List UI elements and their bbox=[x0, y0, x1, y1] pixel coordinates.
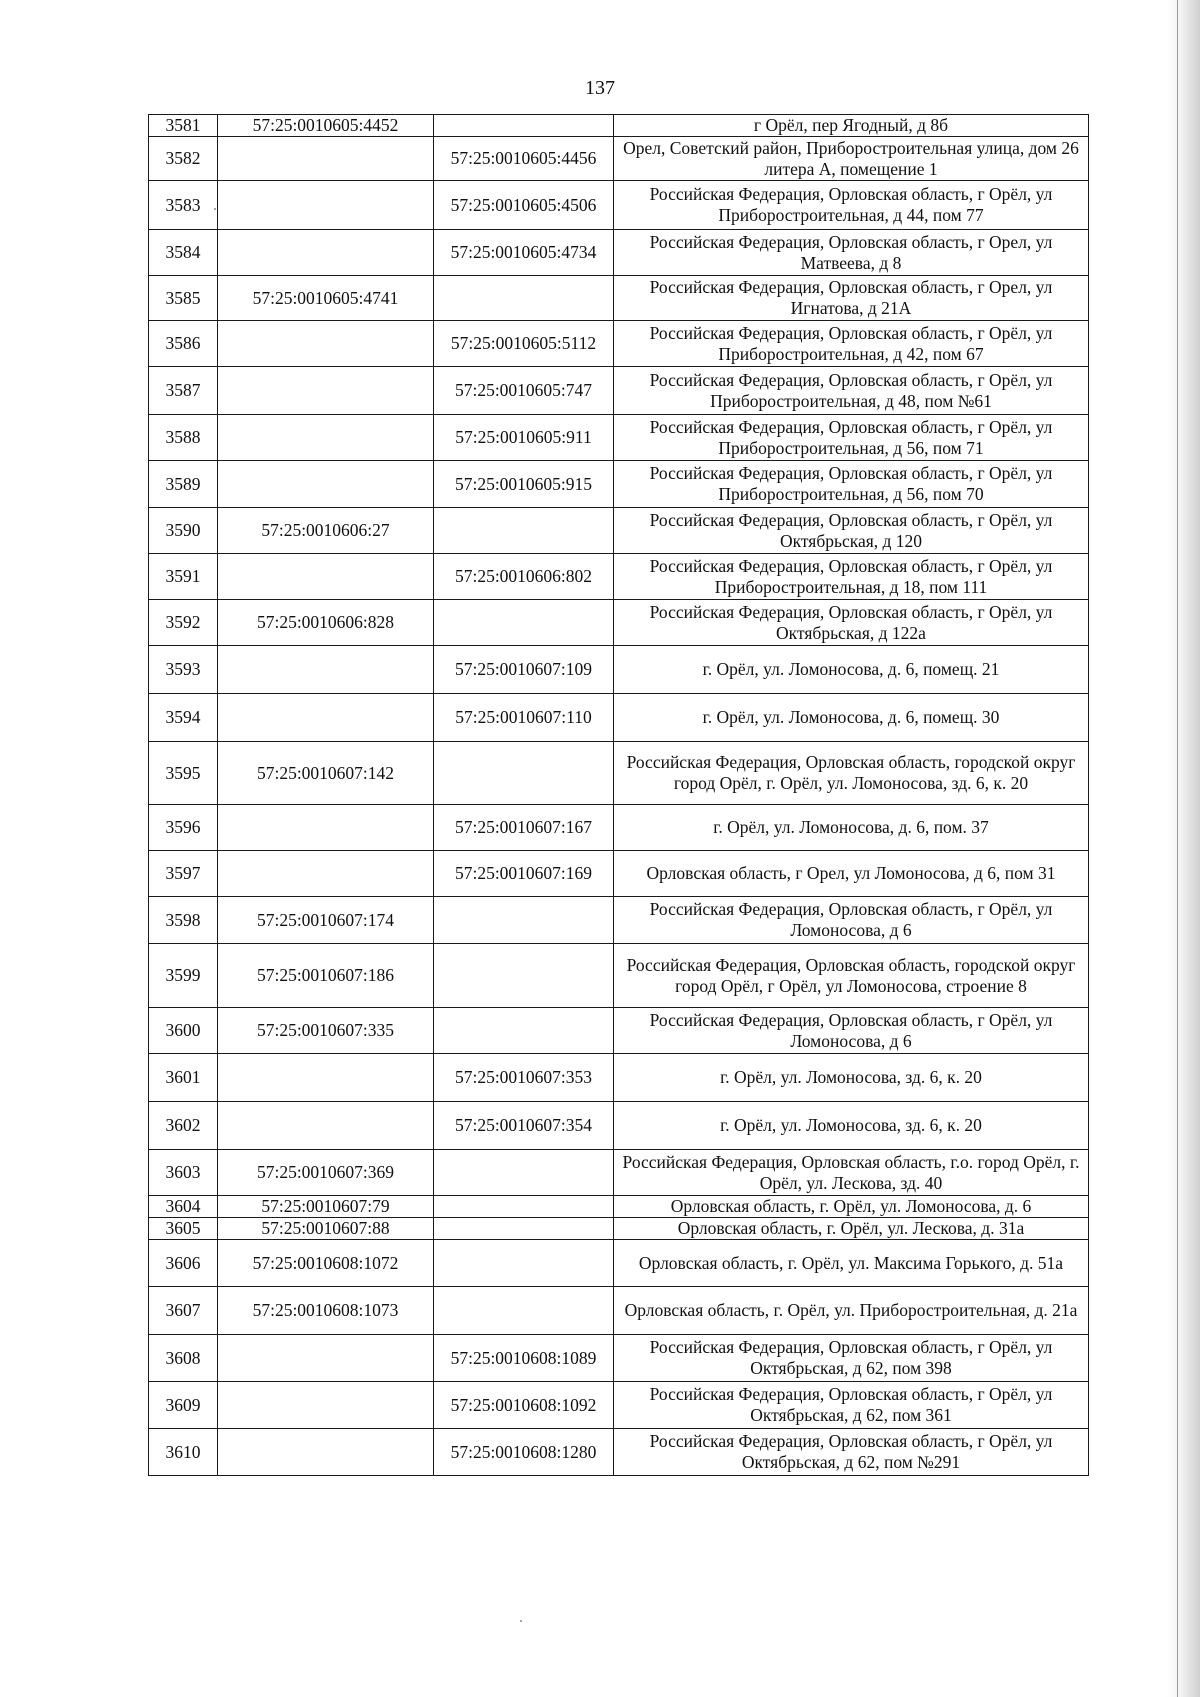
row-number-cell: 3582 bbox=[149, 137, 218, 181]
address-cell: г. Орёл, ул. Ломоносова, зд. 6, к. 20 bbox=[614, 1102, 1089, 1150]
cadastral-number-cell: 57:25:0010607:174 bbox=[218, 897, 434, 944]
room-cadastral-number-cell bbox=[434, 897, 614, 944]
cadastral-number-cell: 57:25:0010607:142 bbox=[218, 742, 434, 805]
cadastral-number-cell bbox=[218, 137, 434, 181]
room-cadastral-number-cell: 57:25:0010605:4506 bbox=[434, 181, 614, 230]
table-row bbox=[149, 137, 1089, 181]
table-row bbox=[149, 1429, 1089, 1476]
cadastral-number-cell: 57:25:0010607:369 bbox=[218, 1150, 434, 1196]
table-row bbox=[149, 1240, 1089, 1287]
room-cadastral-number-cell: 57:25:0010607:353 bbox=[434, 1054, 614, 1102]
table-row bbox=[149, 805, 1089, 851]
cadastral-number-cell bbox=[218, 1382, 434, 1429]
page-number: 137 bbox=[585, 77, 615, 99]
cadastral-number-cell bbox=[218, 1102, 434, 1150]
row-number-cell: 3588 bbox=[149, 415, 218, 461]
row-number-cell: 3609 bbox=[149, 1382, 218, 1429]
table-row bbox=[149, 115, 1089, 137]
table-row bbox=[149, 694, 1089, 742]
scan-speck bbox=[520, 1620, 522, 1622]
row-number-cell: 3584 bbox=[149, 230, 218, 276]
table-row bbox=[149, 1102, 1089, 1150]
cadastral-number-cell: 57:25:0010605:4741 bbox=[218, 276, 434, 321]
table-row bbox=[149, 897, 1089, 944]
row-number-cell: 3596 bbox=[149, 805, 218, 851]
cadastral-number-cell bbox=[218, 461, 434, 508]
table-row bbox=[149, 1008, 1089, 1054]
room-cadastral-number-cell: 57:25:0010606:802 bbox=[434, 554, 614, 600]
cadastral-number-cell bbox=[218, 1429, 434, 1476]
cadastral-number-cell bbox=[218, 367, 434, 415]
address-cell: Российская Федерация, Орловская область, городской округ город Орёл, г. Орёл, ул. Ломоносова, зд. 6, к. 20 bbox=[614, 742, 1089, 805]
scan-edge-shadow bbox=[1166, 0, 1200, 1697]
table-row bbox=[149, 321, 1089, 367]
row-number-cell: 3604 bbox=[149, 1196, 218, 1218]
address-cell: Орловская область, г. Орёл, ул. Максима Горького, д. 51а bbox=[614, 1240, 1089, 1287]
address-cell: Российская Федерация, Орловская область, г Орёл, ул Октябрьская, д 62, пом №291 bbox=[614, 1429, 1089, 1476]
table-row bbox=[149, 554, 1089, 600]
table-row bbox=[149, 1218, 1089, 1240]
row-number-cell: 3610 bbox=[149, 1429, 218, 1476]
address-cell: г. Орёл, ул. Ломоносова, зд. 6, к. 20 bbox=[614, 1054, 1089, 1102]
table-row bbox=[149, 367, 1089, 415]
address-cell: Орловская область, г. Орёл, ул. Ломоносова, д. 6 bbox=[614, 1196, 1089, 1218]
address-cell: Российская Федерация, Орловская область, г Орёл, ул Ломоносова, д 6 bbox=[614, 1008, 1089, 1054]
room-cadastral-number-cell bbox=[434, 1218, 614, 1240]
cadastral-number-cell bbox=[218, 1335, 434, 1382]
address-cell: Российская Федерация, Орловская область, г Орёл, ул Приборостроительная, д 44, пом 77 bbox=[614, 181, 1089, 230]
table-row bbox=[149, 600, 1089, 646]
cadastral-number-cell: 57:25:0010607:186 bbox=[218, 944, 434, 1008]
row-number-cell: 3589 bbox=[149, 461, 218, 508]
room-cadastral-number-cell: 57:25:0010608:1092 bbox=[434, 1382, 614, 1429]
row-number-cell: 3606 bbox=[149, 1240, 218, 1287]
cadastral-number-cell bbox=[218, 321, 434, 367]
row-number-cell: 3591 bbox=[149, 554, 218, 600]
row-number-cell: 3603 bbox=[149, 1150, 218, 1196]
address-cell: Орловская область, г. Орёл, ул. Лескова, д. 31а bbox=[614, 1218, 1089, 1240]
address-cell: г. Орёл, ул. Ломоносова, д. 6, пом. 37 bbox=[614, 805, 1089, 851]
room-cadastral-number-cell: 57:25:0010605:911 bbox=[434, 415, 614, 461]
table-row bbox=[149, 742, 1089, 805]
cadastral-number-cell: 57:25:0010607:88 bbox=[218, 1218, 434, 1240]
cadastral-number-cell: 57:25:0010607:335 bbox=[218, 1008, 434, 1054]
row-number-cell: 3600 bbox=[149, 1008, 218, 1054]
address-cell: г. Орёл, ул. Ломоносова, д. 6, помещ. 30 bbox=[614, 694, 1089, 742]
row-number-cell: 3593 bbox=[149, 646, 218, 694]
table-row bbox=[149, 1335, 1089, 1382]
cadastral-number-cell: 57:25:0010605:4452 bbox=[218, 115, 434, 137]
room-cadastral-number-cell bbox=[434, 742, 614, 805]
row-number-cell: 3608 bbox=[149, 1335, 218, 1382]
address-cell: Российская Федерация, Орловская область, г Орёл, ул Приборостроительная, д 56, пом 71 bbox=[614, 415, 1089, 461]
cadastral-number-cell bbox=[218, 694, 434, 742]
table-row bbox=[149, 944, 1089, 1008]
room-cadastral-number-cell: 57:25:0010605:5112 bbox=[434, 321, 614, 367]
address-cell: Орловская область, г. Орёл, ул. Приборостроительная, д. 21а bbox=[614, 1287, 1089, 1335]
row-number-cell: 3586 bbox=[149, 321, 218, 367]
room-cadastral-number-cell bbox=[434, 508, 614, 554]
address-cell: Российская Федерация, Орловская область, г Орёл, ул Приборостроительная, д 48, пом №61 bbox=[614, 367, 1089, 415]
table-row bbox=[149, 1287, 1089, 1335]
row-number-cell: 3602 bbox=[149, 1102, 218, 1150]
table-row bbox=[149, 1150, 1089, 1196]
address-cell: Орел, Советский район, Приборостроительная улица, дом 26 литера А, помещение 1 bbox=[614, 137, 1089, 181]
room-cadastral-number-cell bbox=[434, 1150, 614, 1196]
room-cadastral-number-cell: 57:25:0010607:169 bbox=[434, 851, 614, 897]
table-row bbox=[149, 1382, 1089, 1429]
row-number-cell: 3585 bbox=[149, 276, 218, 321]
cadastral-number-cell bbox=[218, 805, 434, 851]
row-number-cell: 3605 bbox=[149, 1218, 218, 1240]
row-number-cell: 3594 bbox=[149, 694, 218, 742]
address-cell: Российская Федерация, Орловская область, г Орел, ул Матвеева, д 8 bbox=[614, 230, 1089, 276]
table-row bbox=[149, 851, 1089, 897]
row-number-cell: 3592 bbox=[149, 600, 218, 646]
cadastral-number-cell: 57:25:0010606:27 bbox=[218, 508, 434, 554]
table-row bbox=[149, 230, 1089, 276]
table-row bbox=[149, 646, 1089, 694]
room-cadastral-number-cell bbox=[434, 600, 614, 646]
cadastral-registry-table bbox=[148, 114, 1089, 1476]
cadastral-number-cell: 57:25:0010606:828 bbox=[218, 600, 434, 646]
cadastral-number-cell bbox=[218, 230, 434, 276]
room-cadastral-number-cell: 57:25:0010607:110 bbox=[434, 694, 614, 742]
room-cadastral-number-cell: 57:25:0010608:1280 bbox=[434, 1429, 614, 1476]
address-cell: Российская Федерация, Орловская область, г Орёл, ул Приборостроительная, д 42, пом 67 bbox=[614, 321, 1089, 367]
room-cadastral-number-cell: 57:25:0010607:167 bbox=[434, 805, 614, 851]
table-row bbox=[149, 508, 1089, 554]
cadastral-number-cell bbox=[218, 554, 434, 600]
room-cadastral-number-cell bbox=[434, 1240, 614, 1287]
address-cell: Российская Федерация, Орловская область, г Орёл, ул Октябрьская, д 62, пом 361 bbox=[614, 1382, 1089, 1429]
cadastral-number-cell: 57:25:0010608:1072 bbox=[218, 1240, 434, 1287]
registry-table-body bbox=[149, 115, 1089, 1476]
row-number-cell: 3601 bbox=[149, 1054, 218, 1102]
room-cadastral-number-cell: 57:25:0010608:1089 bbox=[434, 1335, 614, 1382]
address-cell: Российская Федерация, Орловская область, г Орёл, ул Октябрьская, д 122а bbox=[614, 600, 1089, 646]
row-number-cell: 3598 bbox=[149, 897, 218, 944]
room-cadastral-number-cell bbox=[434, 115, 614, 137]
address-cell: г Орёл, пер Ягодный, д 8б bbox=[614, 115, 1089, 137]
row-number-cell: 3607 bbox=[149, 1287, 218, 1335]
room-cadastral-number-cell: 57:25:0010607:109 bbox=[434, 646, 614, 694]
address-cell: Российская Федерация, Орловская область, г Орёл, ул Приборостроительная, д 18, пом 111 bbox=[614, 554, 1089, 600]
room-cadastral-number-cell: 57:25:0010605:747 bbox=[434, 367, 614, 415]
table-row bbox=[149, 1196, 1089, 1218]
address-cell: Российская Федерация, Орловская область, городской округ город Орёл, г Орёл, ул Ломоносова, строение 8 bbox=[614, 944, 1089, 1008]
row-number-cell: 3599 bbox=[149, 944, 218, 1008]
room-cadastral-number-cell bbox=[434, 276, 614, 321]
row-number-cell: 3583 bbox=[149, 181, 218, 230]
cadastral-number-cell bbox=[218, 646, 434, 694]
row-number-cell: 3595 bbox=[149, 742, 218, 805]
address-cell: Российская Федерация, Орловская область, г Орёл, ул Октябрьская, д 62, пом 398 bbox=[614, 1335, 1089, 1382]
address-cell: Российская Федерация, Орловская область, г Орёл, ул Ломоносова, д 6 bbox=[614, 897, 1089, 944]
cadastral-number-cell: 57:25:0010607:79 bbox=[218, 1196, 434, 1218]
room-cadastral-number-cell: 57:25:0010607:354 bbox=[434, 1102, 614, 1150]
address-cell: Российская Федерация, Орловская область, г.о. город Орёл, г. Орёл, ул. Лескова, зд. 40 bbox=[614, 1150, 1089, 1196]
table-row bbox=[149, 181, 1089, 230]
address-cell: Орловская область, г Орел, ул Ломоносова, д 6, пом 31 bbox=[614, 851, 1089, 897]
row-number-cell: 3597 bbox=[149, 851, 218, 897]
cadastral-number-cell bbox=[218, 181, 434, 230]
cadastral-number-cell bbox=[218, 415, 434, 461]
row-number-cell: 3590 bbox=[149, 508, 218, 554]
room-cadastral-number-cell: 57:25:0010605:4734 bbox=[434, 230, 614, 276]
address-cell: г. Орёл, ул. Ломоносова, д. 6, помещ. 21 bbox=[614, 646, 1089, 694]
table-row bbox=[149, 415, 1089, 461]
cadastral-number-cell bbox=[218, 1054, 434, 1102]
table-row bbox=[149, 276, 1089, 321]
cadastral-number-cell: 57:25:0010608:1073 bbox=[218, 1287, 434, 1335]
row-number-cell: 3581 bbox=[149, 115, 218, 137]
room-cadastral-number-cell bbox=[434, 1196, 614, 1218]
scan-edge-line bbox=[1177, 0, 1178, 1697]
room-cadastral-number-cell bbox=[434, 1287, 614, 1335]
cadastral-number-cell bbox=[218, 851, 434, 897]
room-cadastral-number-cell: 57:25:0010605:4456 bbox=[434, 137, 614, 181]
room-cadastral-number-cell bbox=[434, 1008, 614, 1054]
table-row bbox=[149, 461, 1089, 508]
room-cadastral-number-cell: 57:25:0010605:915 bbox=[434, 461, 614, 508]
row-number-cell: 3587 bbox=[149, 367, 218, 415]
address-cell: Российская Федерация, Орловская область, г Орёл, ул Приборостроительная, д 56, пом 70 bbox=[614, 461, 1089, 508]
address-cell: Российская Федерация, Орловская область, г Орел, ул Игнатова, д 21А bbox=[614, 276, 1089, 321]
table-row bbox=[149, 1054, 1089, 1102]
room-cadastral-number-cell bbox=[434, 944, 614, 1008]
address-cell: Российская Федерация, Орловская область, г Орёл, ул Октябрьская, д 120 bbox=[614, 508, 1089, 554]
